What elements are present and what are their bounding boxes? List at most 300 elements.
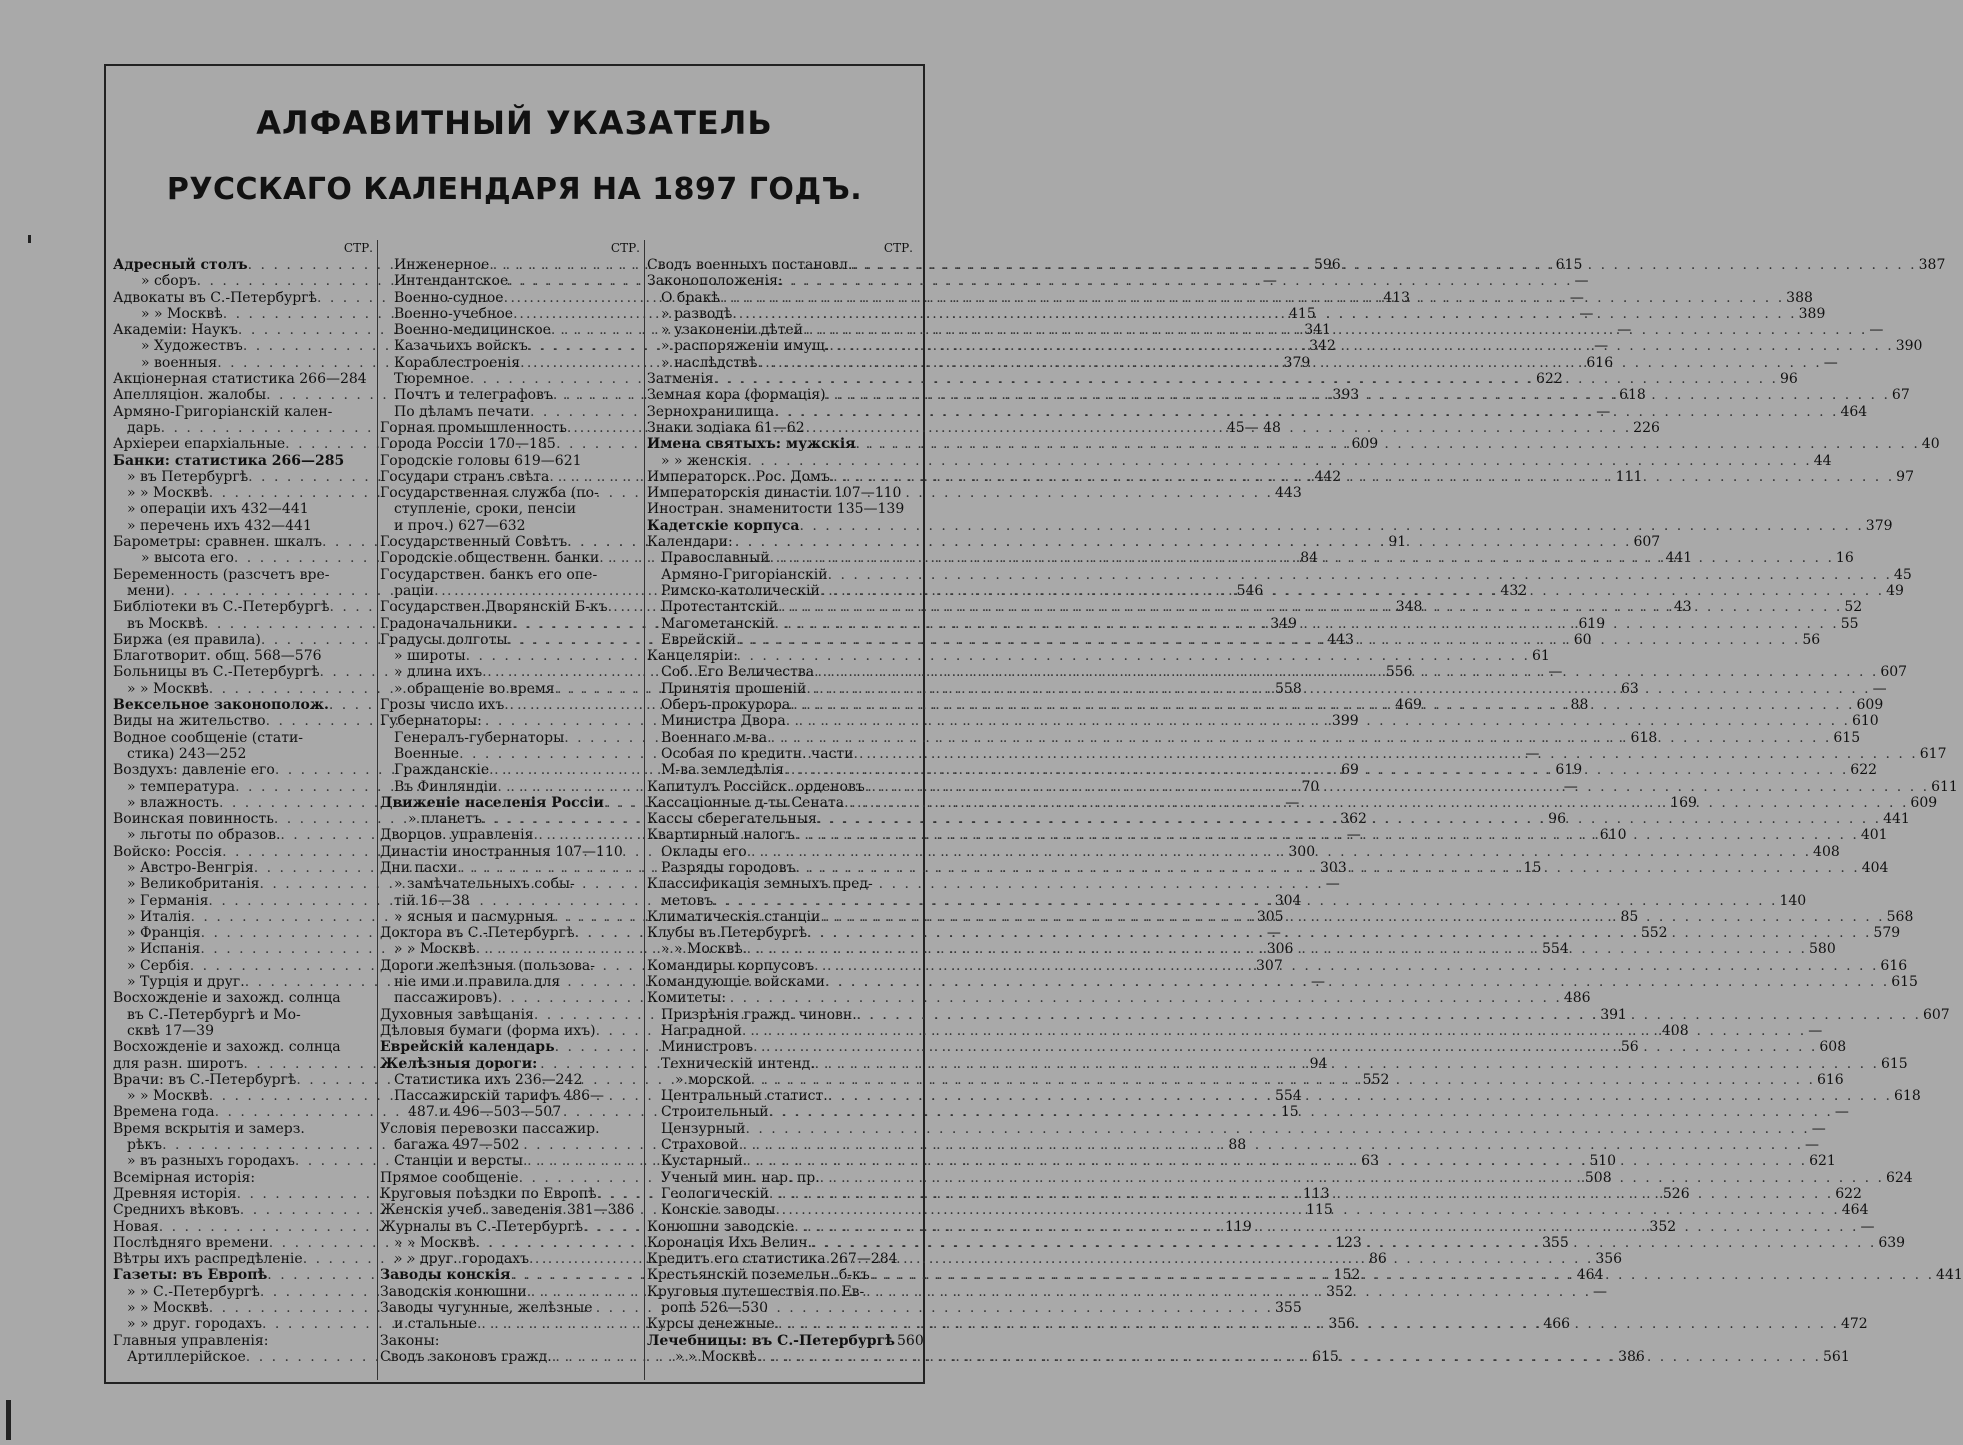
entry-page: 441	[1665, 550, 1693, 567]
dot-leader	[753, 1039, 1817, 1055]
entry-text: Кораблестроенія	[394, 354, 521, 371]
dot-leader	[830, 469, 1894, 485]
dot-leader	[770, 550, 1834, 566]
entry-text: Биржа (ея правила)	[113, 631, 261, 648]
entry-text: Водное сообщеніе (стати-	[113, 729, 304, 746]
index-entry	[647, 1332, 924, 1349]
entry-text: Воздухъ: давленіе его	[113, 762, 275, 779]
entry-page: 404	[1861, 859, 1889, 876]
entry-text: Среднихъ вѣковъ	[113, 1202, 240, 1219]
index-entry	[113, 1007, 375, 1023]
entry-text: » военныя	[141, 354, 218, 371]
entry-text: Благотворит. общ. 568—576	[113, 648, 322, 665]
index-entry	[647, 876, 915, 892]
entry-page: 96	[1548, 811, 1566, 828]
entry-page: 63	[1620, 680, 1639, 697]
entry-text: Военные	[394, 745, 460, 762]
index-entry	[380, 1300, 642, 1316]
index-entry	[380, 1137, 642, 1153]
entry-page: —	[1579, 305, 1594, 322]
index-entry	[380, 436, 642, 452]
dot-leader	[775, 1202, 1839, 1218]
dot-leader	[795, 827, 1859, 843]
entry-page: —	[1266, 925, 1281, 942]
entry-text: Сводъ законовъ гражд.	[380, 1348, 552, 1365]
entry-text: » Художествъ	[141, 338, 243, 355]
dot-leader	[739, 1137, 1803, 1153]
entry-text: Библіотеки въ С.-Петербургѣ	[113, 599, 330, 616]
entry-page: 45— 48	[1226, 419, 1281, 436]
index-entry	[647, 1284, 915, 1300]
entry-page: —	[1525, 745, 1540, 762]
dot-leader	[870, 1267, 1934, 1283]
entry-text: М-ва земледѣлія	[661, 762, 784, 779]
index-entry	[113, 567, 375, 583]
entry-page: —	[1285, 794, 1300, 811]
entry-page: 45	[1893, 566, 1912, 583]
entry-text: Почтъ и телеграфовъ	[394, 387, 553, 404]
entry-text: Строительный	[661, 1104, 769, 1121]
entry-text: Виды на жительство	[113, 713, 266, 730]
dot-leader	[853, 746, 1917, 762]
entry-page: 96	[1779, 371, 1798, 388]
index-entry	[380, 893, 642, 909]
entry-text: Заводы конскія	[380, 1267, 511, 1284]
entry-text: Инженерное	[394, 257, 490, 273]
entry-page: 441	[1883, 811, 1910, 828]
dot-leader	[826, 387, 1890, 403]
index-entry	[380, 713, 642, 729]
dot-leader	[790, 697, 1854, 713]
entry-page: 526	[1662, 1185, 1690, 1202]
dot-leader	[713, 893, 1777, 909]
entry-page: 579	[1873, 925, 1901, 942]
entry-page: 399	[1331, 713, 1359, 730]
dot-leader	[828, 1088, 1892, 1104]
dot-leader	[786, 713, 1850, 729]
entry-page: —	[1805, 1137, 1820, 1154]
dot-leader	[817, 811, 1881, 827]
dot-leader	[855, 436, 1919, 452]
entry-text: » » Москвѣ	[394, 1234, 476, 1251]
entry-text: Дни пасхи	[380, 859, 458, 876]
index-entry	[647, 485, 915, 501]
entry-text: Кадетскіе корпуса	[647, 517, 800, 534]
entry-text: Магометанскій	[661, 615, 775, 632]
entry-page: 610	[1599, 827, 1627, 844]
index-entry	[647, 648, 915, 664]
entry-text: Военнаго м-ва	[661, 729, 768, 746]
entry-text: » Италія	[127, 908, 191, 925]
entry-page: 387	[1918, 257, 1946, 273]
entry-page: 169	[1670, 794, 1697, 811]
entry-text: » длина ихъ	[394, 664, 483, 681]
entry-page: —	[1569, 289, 1584, 306]
entry-text: Государственная служба (по-	[380, 485, 599, 502]
dot-leader	[747, 844, 1811, 860]
entry-text: Еврейскій календарь	[380, 1039, 555, 1056]
entry-page: 609	[1910, 794, 1938, 811]
entry-text: въ С.-Петербургѣ и Мо-	[127, 1006, 301, 1023]
entry-page: 388	[1786, 289, 1813, 306]
dot-leader	[767, 730, 1831, 746]
entry-text: Законы:	[380, 1332, 440, 1349]
index-entry	[647, 452, 1832, 469]
entry-page: 469	[1395, 697, 1422, 714]
entry-text: Страховой	[661, 1137, 739, 1154]
entry-page: 67	[1891, 387, 1910, 404]
entry-text: » Великобританія	[127, 876, 260, 893]
entry-text: » Испанія	[127, 941, 201, 958]
entry-page: 379	[1865, 517, 1893, 534]
entry-text: Императорск. Рос. Домъ	[647, 468, 830, 485]
entry-page: —	[1872, 680, 1887, 697]
entry-page: 608	[1819, 1039, 1847, 1056]
entry-text: » ясныя и пасмурныя	[394, 908, 555, 925]
entry-page: 443	[1327, 631, 1354, 648]
entry-page: 615	[1891, 974, 1918, 991]
entry-text: Сводъ военныхъ постановл.	[647, 257, 853, 273]
entry-page: 618	[1894, 1088, 1921, 1105]
dot-leader	[820, 1170, 1884, 1186]
entry-text: для разн. широтъ	[113, 1055, 244, 1072]
entry-text: въ Москвѣ	[127, 615, 204, 632]
index-entry	[647, 1120, 1826, 1137]
entry-page: 615	[1555, 257, 1583, 273]
entry-text: рѣкъ	[127, 1137, 163, 1154]
entry-text: Заводы чугунные, желѣзные	[380, 1300, 593, 1316]
index-title: АЛФАВИТНЫЙ УКАЗАТЕЛЬ	[256, 104, 773, 142]
entry-page: 464	[1840, 403, 1868, 420]
entry-page: 56	[1802, 631, 1821, 648]
dot-leader	[778, 599, 1842, 615]
entry-page: 60	[1573, 631, 1592, 648]
entry-page: 615	[1312, 1348, 1339, 1365]
entry-text: дарь	[127, 419, 161, 436]
dot-leader	[814, 664, 1878, 680]
entry-page: 88	[1228, 1137, 1247, 1154]
entry-page: 88	[1570, 697, 1589, 714]
entry-text: » разводѣ	[661, 305, 733, 322]
entry-text: Журналы въ С.-Петербургѣ	[380, 1218, 584, 1235]
entry-text: Прямое сообщеніе	[380, 1169, 519, 1186]
entry-text: пассажировъ)	[394, 990, 498, 1007]
entry-text: Оклады его	[661, 843, 747, 860]
entry-page: 15	[1280, 1104, 1299, 1121]
entry-text: Артиллерійское	[127, 1348, 246, 1365]
entry-text: Армяно-Григоріанскій калeн-	[113, 403, 333, 420]
entry-text: Военно-учебное	[394, 305, 514, 322]
dot-leader	[769, 1186, 1833, 1202]
entry-text: Академіи: Наукъ	[113, 322, 238, 339]
entry-text: Станціи и версты	[394, 1153, 524, 1170]
entry-page: 15	[1523, 859, 1542, 876]
index-entry	[380, 974, 642, 990]
dot-leader	[747, 453, 1811, 469]
entry-text: Государи странъ свѣта	[380, 468, 550, 485]
entry-text: Войско: Россія	[113, 843, 223, 860]
entry-page: 401	[1860, 827, 1888, 844]
dot-leader	[825, 974, 1889, 990]
entry-page: 355	[1542, 1234, 1569, 1251]
entry-text: Гражданскіе	[394, 762, 490, 779]
entry-text: » влажность	[127, 794, 219, 811]
entry-page: —	[1811, 1120, 1826, 1137]
entry-page: 552	[1362, 1071, 1390, 1088]
entry-text: » въ разныхъ городахъ	[127, 1153, 295, 1170]
entry-text: Древняя исторія	[113, 1185, 237, 1202]
entry-page: 580	[1809, 941, 1836, 958]
entry-page: 442	[1314, 468, 1342, 485]
entry-text: Командиры корпусовъ	[647, 957, 815, 974]
entry-text: Градоначальники	[380, 615, 513, 632]
entry-text: Зернохранилища	[647, 403, 775, 420]
index-entry	[380, 485, 642, 501]
entry-text: Квартирный налогъ	[647, 827, 795, 844]
entry-text: Императорскія династіи 107—110	[647, 485, 902, 502]
entry-page: 621	[1809, 1153, 1836, 1170]
dot-leader	[745, 1121, 1809, 1137]
entry-page: 622	[1536, 371, 1563, 388]
index-entry	[380, 1088, 642, 1104]
index-entry	[647, 566, 1912, 583]
entry-text: Тюремное	[394, 371, 470, 388]
entry-text: Губернаторы:	[380, 713, 482, 730]
index-entry	[647, 534, 915, 550]
entry-page: 615	[1880, 1055, 1908, 1072]
entry-page: 616	[1586, 354, 1614, 371]
entry-text: Архіереи епархіальные	[113, 436, 286, 453]
entry-text: Времена года	[113, 1104, 215, 1121]
entry-text: Городскіе общественн. банки	[380, 550, 600, 567]
dot-leader	[757, 1349, 1821, 1365]
index-entry	[380, 958, 642, 974]
entry-page: 303	[1320, 859, 1347, 876]
entry-text: и проч.) 627—632	[394, 517, 526, 534]
entry-page: —	[1574, 273, 1589, 290]
page-column-header: СТР.	[883, 241, 913, 255]
entry-text: » » Москвѣ	[675, 1348, 757, 1365]
entry-text: Конскіе заводы	[661, 1202, 776, 1219]
entry-text: Условія перевозки пассажир.	[380, 1120, 600, 1137]
entry-text: Дѣловыя бумаги (форма ихъ)	[380, 1022, 596, 1039]
dot-leader	[828, 567, 1892, 583]
entry-page: —	[1311, 974, 1325, 991]
entry-text: Курсы денежные	[647, 1316, 775, 1333]
entry-page: 348	[1395, 599, 1423, 616]
entry-page: —	[1563, 778, 1578, 795]
entry-text: Беременность (разсчетъ вре-	[113, 566, 330, 583]
entry-text: и стальные	[394, 1316, 477, 1333]
index-entry	[647, 974, 1918, 991]
entry-page: 554	[1542, 941, 1569, 958]
dot-leader	[800, 518, 1864, 534]
dot-leader	[466, 648, 1530, 664]
entry-text: » » Москвѣ	[127, 1088, 209, 1105]
dot-leader	[865, 779, 1929, 795]
index-entry	[113, 1023, 375, 1039]
entry-text: » » Москвѣ	[661, 941, 743, 958]
entry-page: —	[1346, 827, 1361, 844]
entry-text: » Германія	[127, 892, 209, 909]
entry-text: Техническій интенд.	[661, 1055, 815, 1072]
index-entry	[647, 990, 915, 1006]
entry-page: 408	[1813, 843, 1840, 860]
entry-text: Православный	[661, 550, 770, 567]
entry-text: Земная кора (формація)	[647, 387, 826, 404]
entry-page: 300	[1288, 843, 1316, 860]
entry-page: 393	[1332, 387, 1360, 404]
entry-page: 379	[1283, 354, 1311, 371]
entry-text: » распоряженіи имущ.	[661, 338, 830, 355]
dot-leader	[795, 860, 1859, 876]
entry-page: 619	[1555, 762, 1583, 779]
entry-text: Военно-медицинское	[394, 322, 551, 339]
index-entry	[647, 501, 915, 517]
entry-page: 560	[897, 1332, 924, 1349]
entry-page: 639	[1878, 1234, 1906, 1251]
entry-text: Градусы долготы	[380, 631, 508, 648]
entry-text: » » женскія	[661, 452, 748, 469]
entry-page: 94	[1309, 1055, 1328, 1072]
entry-page: —	[1823, 354, 1838, 371]
entry-text: ніе ими и правила для	[394, 974, 561, 991]
dot-leader	[751, 1072, 1815, 1088]
entry-page: 56	[1620, 1039, 1639, 1056]
entry-text: Государствен. банкъ его опе-	[380, 566, 598, 583]
entry-text: 487 и 496—503—507	[408, 1104, 562, 1121]
entry-text: » перечень ихъ 432—441	[127, 517, 312, 534]
entry-text: Новая	[113, 1218, 159, 1235]
entry-text: Канцеляріи:	[647, 648, 739, 665]
dot-leader	[714, 371, 1778, 387]
entry-text: багажа 497—502	[394, 1137, 520, 1154]
dot-leader	[736, 632, 1800, 648]
index-entry	[113, 371, 375, 387]
entry-text: Кассаціонные д-ты Сената	[647, 794, 845, 811]
entry-page: 552	[1640, 925, 1668, 942]
dot-leader	[820, 583, 1884, 599]
entry-text: » широты	[394, 648, 466, 665]
index-entry	[380, 1072, 642, 1088]
dot-leader	[784, 762, 1848, 778]
index-entry	[113, 730, 375, 746]
index-subtitle: РУССКАГО КАЛЕНДАРЯ НА 1897 ГОДЪ.	[166, 172, 863, 207]
entry-text: тій 16—38	[394, 892, 470, 909]
entry-text: Ученый мин. нар. пр.	[661, 1169, 820, 1186]
index-entry	[113, 501, 375, 517]
entry-text: Города Россіи 170—185	[380, 436, 556, 453]
entry-text: Статистика ихъ 236—242	[394, 1071, 583, 1088]
entry-page: —	[1808, 1022, 1823, 1039]
entry-text: » температура	[127, 778, 236, 795]
entry-text: Принятія прошеній	[661, 680, 807, 697]
entry-text: Воинская повинность	[113, 811, 274, 828]
index-entry	[113, 404, 375, 420]
entry-text: Лечебницы: въ С.-Петербургѣ	[647, 1332, 896, 1349]
entry-text: Адресный столъ	[113, 257, 248, 273]
entry-page: 616	[1816, 1071, 1844, 1088]
index-entry	[380, 844, 642, 860]
entry-text: раціи	[394, 582, 435, 599]
entry-text: Конюшни заводскіе	[647, 1218, 795, 1235]
entry-page: 304	[1274, 892, 1302, 909]
entry-page: 226	[1633, 419, 1660, 436]
entry-page: 618	[1619, 387, 1646, 404]
dot-leader	[774, 616, 1838, 632]
index-entry	[113, 1170, 375, 1186]
entry-text: Банки: статистика 266—285	[113, 452, 345, 469]
entry-text: Климатическія станціи	[647, 908, 821, 925]
entry-text: Генералъ-губернаторы	[394, 729, 565, 746]
index-entry	[113, 648, 375, 664]
entry-page: 466	[1543, 1316, 1571, 1333]
entry-text: Пассажирскій тарифъ 486—	[394, 1088, 605, 1105]
entry-text: » обращеніе во время	[394, 680, 555, 697]
entry-text: » » друг. городахъ	[127, 1316, 263, 1333]
entry-text: Разряды городовъ	[661, 859, 796, 876]
entry-page: 16	[1835, 550, 1854, 567]
entry-text: » » Москвѣ	[127, 680, 209, 697]
entry-text: Коронація Ихъ Велич.	[647, 1234, 813, 1251]
entry-page: 408	[1661, 1022, 1689, 1039]
entry-text: Казачьихъ войскъ	[394, 338, 528, 355]
entry-page: 510	[1589, 1153, 1617, 1170]
print-speck	[28, 235, 31, 243]
entry-page: 546	[1236, 582, 1264, 599]
entry-text: Особая по кредитн. части	[661, 745, 854, 762]
entry-page: 115	[1306, 1202, 1333, 1219]
entry-text: » замѣчательныхъ собы-	[394, 876, 575, 893]
index-entry	[380, 876, 642, 892]
entry-text: » Сербія	[127, 957, 190, 974]
entry-text: Крестьянскій поземельн. б-къ	[647, 1267, 870, 1284]
entry-text: Круговыя путешествія по Ев-	[647, 1283, 865, 1300]
dot-leader	[844, 795, 1908, 811]
entry-text: Желѣзныя дороги:	[380, 1055, 538, 1072]
entry-page: —	[1834, 1104, 1849, 1121]
entry-page: 52	[1844, 599, 1863, 616]
entry-page: 464	[1841, 1202, 1869, 1219]
dot-leader	[807, 925, 1871, 941]
index-entry	[380, 567, 642, 583]
entry-text: Круговыя поѣздки по Европѣ	[380, 1185, 597, 1202]
entry-text: Главныя управленія:	[113, 1332, 269, 1349]
entry-page: 44	[1813, 452, 1832, 469]
index-entry	[647, 1300, 915, 1316]
entry-text: » » Москвѣ	[394, 941, 476, 958]
entry-page: 341	[1304, 322, 1331, 339]
entry-page: 554	[1275, 1088, 1302, 1105]
dot-leader	[814, 958, 1878, 974]
entry-text: Городскіе головы 619—621	[380, 452, 582, 469]
entry-page: 616	[1880, 957, 1908, 974]
entry-text: Дороги желѣзныя (пользова-	[380, 957, 595, 974]
entry-text: сквѣ 17—39	[127, 1022, 214, 1039]
entry-page: 86	[1368, 1251, 1387, 1268]
entry-page: 624	[1885, 1169, 1913, 1186]
entry-page: 113	[1302, 1185, 1330, 1202]
entry-page: 390	[1895, 338, 1923, 355]
entry-page: 618	[1630, 729, 1658, 746]
entry-text: Министра Двора	[661, 713, 786, 730]
entry-text: » наслѣдствѣ	[661, 354, 758, 371]
entry-page: 85	[1620, 908, 1639, 925]
entry-page: —	[1594, 338, 1609, 355]
dot-leader	[757, 355, 1821, 371]
entry-text: Геологическій	[661, 1185, 769, 1202]
entry-text: Соб. Его Величества	[661, 664, 815, 681]
